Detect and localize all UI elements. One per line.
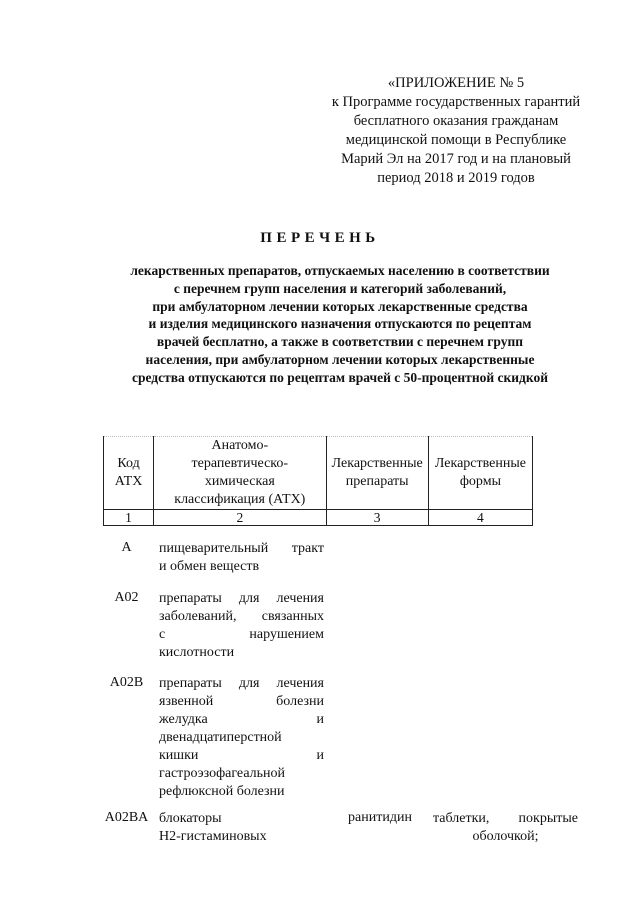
- header-line: Анатомо-: [211, 438, 269, 453]
- subheading-line: врачей бесплатно, а также в соответствии с перечнем групп: [156, 334, 524, 350]
- row-name-line: с нарушением: [159, 627, 324, 642]
- appendix-line: к Программе государственных гарантий: [331, 94, 581, 110]
- row-form-line: таблетки, покрытые: [433, 811, 578, 826]
- document-subheading: [90, 262, 590, 387]
- header-line: АТХ: [114, 474, 143, 489]
- header-atc-classification: [154, 437, 326, 510]
- appendix-line: «ПРИЛОЖЕНИЕ № 5: [387, 75, 525, 91]
- header-line: классификация (АТХ): [174, 492, 306, 507]
- header-code-atc: [104, 437, 154, 510]
- table-header-row: [104, 437, 533, 510]
- table-header: [103, 436, 533, 526]
- row-name-line: пищеварительный тракт: [159, 541, 324, 556]
- column-number: 1: [104, 510, 154, 526]
- subheading-line: населения, при амбулаторном лечении которых лекарственные: [145, 351, 535, 367]
- row-name-line: двенадцатиперстной: [159, 730, 282, 745]
- appendix-line: период 2018 и 2019 годов: [377, 170, 535, 186]
- row-code: A02: [114, 590, 139, 605]
- subheading-line: при амбулаторном лечении которых лекарственные средства: [152, 298, 528, 314]
- row-name: [159, 540, 324, 576]
- header-line: формы: [459, 474, 501, 489]
- row-name-line: рефлюксной болезни: [159, 784, 285, 799]
- header-line: препараты: [345, 474, 409, 489]
- row-name: [159, 675, 324, 801]
- row-code: A: [121, 540, 132, 555]
- row-name-line: гастроэзофагеальной: [159, 766, 286, 781]
- row-code: A02B: [109, 675, 144, 690]
- header-line: терапевтическо-: [191, 456, 289, 471]
- appendix-line: бесплатного оказания гражданам: [353, 113, 559, 129]
- row-name-line: желудка и: [159, 712, 324, 727]
- header-line: Лекарственные: [434, 456, 526, 471]
- row-drug: ранитидин: [348, 810, 412, 825]
- appendix-block: [310, 74, 602, 188]
- header-line: химическая: [204, 474, 275, 489]
- column-number-row: [104, 510, 533, 526]
- column-number: 3: [326, 510, 428, 526]
- document-heading: ПЕРЕЧЕНЬ: [260, 230, 380, 246]
- row-name-line: H2-гистаминовых: [159, 829, 267, 844]
- row-name-line: и обмен веществ: [159, 559, 260, 574]
- subheading-line: и изделия медицинского назначения отпускаются по рецептам: [148, 316, 532, 332]
- row-name-line: заболеваний, связанных: [159, 609, 324, 624]
- header-dosage-forms: [428, 437, 532, 510]
- header-line: Лекарственные: [331, 456, 423, 471]
- row-form-line: оболочкой;: [472, 829, 539, 844]
- column-number: 4: [428, 510, 532, 526]
- column-number: 2: [154, 510, 326, 526]
- row-name: [159, 810, 324, 846]
- row-name-line: кишки и: [159, 748, 324, 763]
- header-drugs: [326, 437, 428, 510]
- header-line: Код: [117, 456, 140, 471]
- row-name-line: препараты для лечения: [159, 676, 324, 691]
- appendix-line: Марий Эл на 2017 год и на плановый: [341, 151, 571, 167]
- appendix-line: медицинской помощи в Республике: [345, 132, 567, 148]
- subheading-line: с перечнем групп населения и категорий заболеваний,: [173, 280, 507, 296]
- row-name-line: препараты для лечения: [159, 591, 324, 606]
- row-name-line: кислотности: [159, 645, 235, 660]
- subheading-line: средства отпускаются по рецептам врачей с 50-процентной скидкой: [131, 369, 549, 385]
- row-form: [433, 810, 578, 846]
- row-name-line: язвенной болезни: [159, 694, 324, 709]
- row-name: [159, 590, 324, 662]
- row-name-line: блокаторы: [159, 811, 222, 826]
- row-code: A02BA: [104, 810, 149, 825]
- subheading-line: лекарственных препаратов, отпускаемых населению в соответствии: [130, 263, 550, 278]
